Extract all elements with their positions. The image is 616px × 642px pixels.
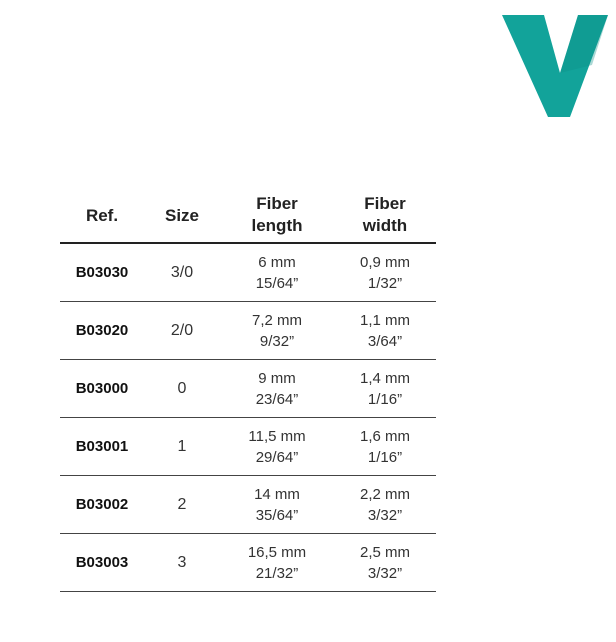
length-cell: 9 mm 23/64” xyxy=(255,369,299,408)
header-fiber-width: Fiber width xyxy=(362,194,408,235)
length-cell: 7,2 mm 9/32” xyxy=(251,311,302,350)
table-header xyxy=(60,188,436,244)
header-ref: Ref. xyxy=(85,206,119,225)
length-cell: 6 mm 15/64” xyxy=(255,253,299,292)
size-cell: 2 xyxy=(177,495,187,513)
size-cell: 0 xyxy=(177,379,187,397)
width-cell: 1,4 mm 1/16” xyxy=(359,369,410,408)
size-cell: 2/0 xyxy=(170,321,194,339)
ref-cell: B03000 xyxy=(75,380,129,397)
table-row xyxy=(60,244,436,302)
width-cell: 0,9 mm 1/32” xyxy=(359,253,410,292)
length-cell: 16,5 mm 21/32” xyxy=(247,543,307,582)
size-cell: 1 xyxy=(177,437,187,455)
v-logo-icon xyxy=(500,13,610,119)
header-size: Size xyxy=(164,206,200,225)
ref-cell: B03020 xyxy=(75,322,129,339)
ref-cell: B03001 xyxy=(75,438,129,455)
fiber-size-table xyxy=(60,188,436,592)
length-cell: 14 mm 35/64” xyxy=(254,485,300,524)
length-cell: 11,5 mm 29/64” xyxy=(248,427,306,466)
size-cell: 3 xyxy=(177,553,187,571)
width-cell: 1,6 mm 1/16” xyxy=(359,427,410,466)
header-fiber-length: Fiber length xyxy=(251,194,303,235)
ref-cell: B03030 xyxy=(75,264,129,281)
width-cell: 1,1 mm 3/64” xyxy=(359,311,410,350)
width-cell: 2,5 mm 3/32” xyxy=(359,543,410,582)
table-row xyxy=(60,418,436,476)
table-row xyxy=(60,302,436,360)
table-row xyxy=(60,534,436,592)
table-row xyxy=(60,476,436,534)
table-row xyxy=(60,360,436,418)
ref-cell: B03002 xyxy=(75,496,129,513)
width-cell: 2,2 mm 3/32” xyxy=(359,485,410,524)
ref-cell: B03003 xyxy=(75,554,129,571)
size-cell: 3/0 xyxy=(170,263,194,281)
